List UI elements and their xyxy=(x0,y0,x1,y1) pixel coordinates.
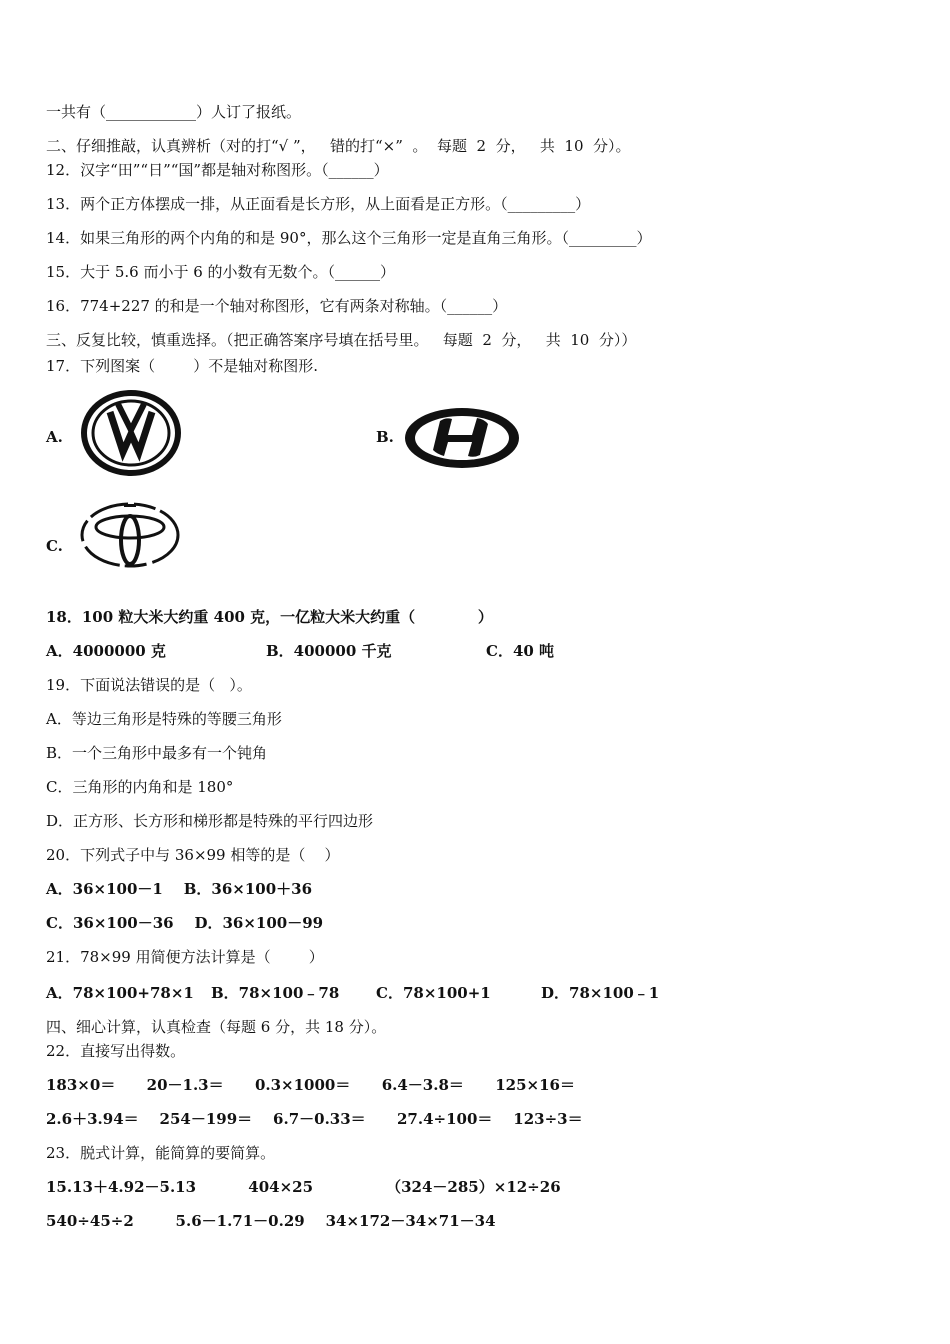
q11-tail: 一共有（____________）人订了报纸。 xyxy=(46,103,302,121)
question-13: 13．两个正方体摆成一排，从正面看是长方形，从上面看是正方形。（_________） xyxy=(46,195,591,213)
question-21: 21．78×99 用简便方法计算是（ ） xyxy=(46,948,324,966)
q23-row-1: 15.13＋4.92－5.13 404×25 （324－285）×12÷26 xyxy=(46,1178,561,1196)
question-18: 18．100 粒大米大约重 400 克，一亿粒大米大约重（ ） xyxy=(46,608,493,626)
question-17: 17．下列图案（ ）不是轴对称图形. xyxy=(46,357,319,375)
question-19: 19．下面说法错误的是（ ）。 xyxy=(46,676,252,694)
question-16: 16．774+227 的和是一个轴对称图形，它有两条对称轴。（______） xyxy=(46,297,508,315)
q22-row-2: 2.6＋3.94＝ 254－199＝ 6.7－0.33＝ 27.4÷100＝ 123÷3＝ xyxy=(46,1110,583,1128)
q19-option-b: B．一个三角形中最多有一个钝角 xyxy=(46,744,268,762)
q21-option-b: B．78×100﹣78 xyxy=(211,984,340,1002)
q22-row-1: 183×0＝ 20－1.3＝ 0.3×1000＝ 6.4－3.8＝ 125×16＝ xyxy=(46,1076,575,1094)
q20-options-ab: A．36×100－1 B．36×100＋36 xyxy=(46,880,313,898)
q17-option-c-label: C. xyxy=(46,537,63,555)
q19-option-d: D．正方形、长方形和梯形都是特殊的平行四边形 xyxy=(46,812,374,830)
question-12: 12．汉字“田”“日”“国”都是轴对称图形。（______） xyxy=(46,161,389,179)
q18-option-a: A．4000000 克 xyxy=(46,642,166,660)
q17-option-a-label: A. xyxy=(46,428,63,446)
section-2-heading: 二、仔细推敲，认真辨析（对的打“√ ”， 错的打“×” 。 每题 2 分， 共 10 分）。 xyxy=(46,137,631,155)
hyundai-logo-icon xyxy=(402,405,522,471)
question-23: 23．脱式计算，能简算的要简算。 xyxy=(46,1144,276,1162)
q18-option-b: B．400000 千克 xyxy=(266,642,392,660)
q17-option-b-label: B. xyxy=(376,428,394,446)
q18-option-c: C．40 吨 xyxy=(486,642,555,660)
q21-option-d: D．78×100﹣1 xyxy=(541,984,660,1002)
question-20: 20．下列式子中与 36×99 相等的是（ ） xyxy=(46,846,340,864)
q21-option-a: A．78×100+78×1 xyxy=(46,984,194,1002)
q21-option-c: C．78×100+1 xyxy=(376,984,491,1002)
question-15: 15．大于 5.6 而小于 6 的小数有无数个。（______） xyxy=(46,263,396,281)
q19-option-a: A．等边三角形是特殊的等腰三角形 xyxy=(46,710,282,728)
question-22: 22．直接写出得数。 xyxy=(46,1042,186,1060)
section-4-heading: 四、细心计算，认真检查（每题 6 分，共 18 分）。 xyxy=(46,1018,387,1036)
question-14: 14．如果三角形的两个内角的和是 90°，那么这个三角形一定是直角三角形。（_________） xyxy=(46,229,652,247)
vw-logo-icon xyxy=(80,390,182,476)
q23-row-2: 540÷45÷2 5.6－1.71－0.29 34×172－34×71－34 xyxy=(46,1212,496,1230)
section-3-heading: 三、反复比较，慎重选择。（把正确答案序号填在括号里。 每题 2 分， 共 10 分）） xyxy=(46,331,637,349)
toyota-logo-icon xyxy=(78,500,182,570)
q20-options-cd: C．36×100－36 D．36×100－99 xyxy=(46,914,324,932)
q19-option-c: C．三角形的内角和是 180° xyxy=(46,778,234,796)
